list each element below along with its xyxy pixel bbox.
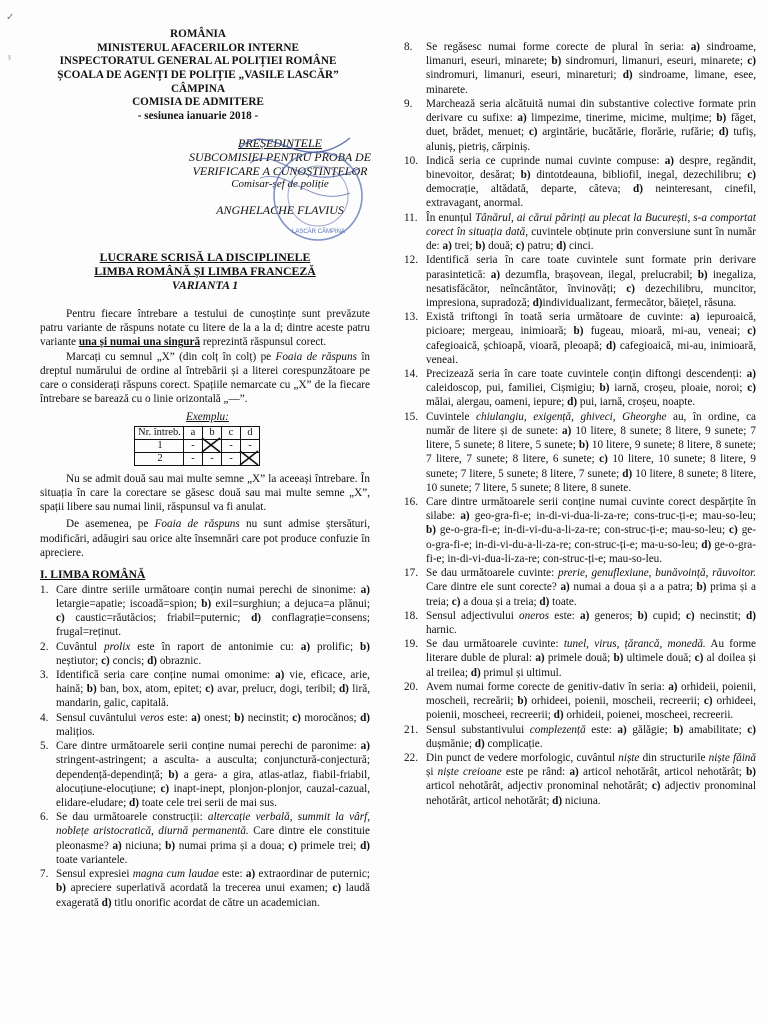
table-cell: - [222,439,241,452]
question-text: Din punct de vedere morfologic, cuvântul niște din structurile niște făină și niște creioane este pe rând: a) articol nehotărât, articol nehotărât; b) articol nehotărât, adjectiv pronominal nehotărât; c) adjectiv pronominal nehotărât, articol nehotărât; d) niciuna. [426,751,757,807]
question-number: 11. [404,211,418,224]
question-text: Se dau următoarele cuvinte: prerie, genuflexiune, bunăvoință, răuvoitor. Care dintre ele sunt corecte? a) numai a doua și a a patra; b) prima și a treia; c) a doua și a treia; d) toate. [426,567,756,608]
question-number: 14. [404,368,418,381]
section-title: I. LIMBA ROMÂNĂ [40,567,146,581]
text: nu sunt admise ștersături, modificări, adăugiri sau orice alte însemnări care pot produce confuzie în apreciere. [40,518,370,559]
question-item [404,609,756,637]
question-item [404,310,756,367]
question-number: 21. [404,723,418,736]
table-cell: - [184,439,203,452]
question-number: 15. [404,410,418,423]
text: Marcați cu semnul „X” (din colț în colț) pe [66,350,276,363]
question-text: Indică seria ce cuprinde numai cuvinte compuse: a) despre, regăndit, binevoitor, desărat; b) dintotdeauna, bibliofil, inegal, dezechilibru; c) democrație, altădată, departe, câteva; d) neinteresant, cinefil, extravagant, anormal. [426,154,756,210]
question-text: Identifică seria în care toate cuvintele sunt formate prin derivare parasintetică: a) dezumfla, brașovean, ilegal, prelucrabil; b) inegaliza, nesatisfăcător, neîncântător, învinovăți; c) dezechilibru, muncitor, impresiona, supradoză; d)individualizant, fermecător, băiețel, răsuna. [426,254,756,309]
x-mark-icon [201,437,221,453]
text: reprezintă răspunsul corect. [200,336,327,349]
signature-rank: Comisar-șef de poliție [231,178,329,191]
question-number: 2. [40,640,49,653]
question-text: Care dintre seriile următoare conțin numai perechi de sinonime: a) letargie=apatie; iscoadă=spion; b) exil=surghiun; a dejuca=a plănui; c) caustic=răutăcios; friabil=puternic; d) conflagrație=consens; frugal=reținut. [56,583,371,639]
table-row [135,452,260,465]
left-column [40,0,370,910]
question-item [404,566,756,609]
question-number: 7. [40,868,49,881]
header-line: MINISTERUL AFACERILOR INTERNE [97,41,299,54]
question-number: 1. [40,583,49,596]
instruction-paragraph [40,517,370,560]
question-item [404,495,756,566]
question-item [404,410,756,495]
text: De asemenea, pe [66,518,155,531]
signature-block [160,136,400,218]
stamp-text: LASCĂR CÂMPINA [292,229,346,235]
question-item [404,211,756,254]
question-item [40,583,370,640]
instruction-paragraph: Nu se admit două sau mai multe semne „X” la aceeași întrebare. În situația în care la corectare se găsesc două sau mai multe semne „X”, spații libere sau numai linii, răspunsul va fi anulat. [40,472,370,514]
table-header-cell: Nr. întreb. [135,426,184,439]
question-number: 9. [404,97,413,110]
question-item [40,810,370,867]
question-item [404,40,756,97]
example-label: Exemplu: [186,411,229,424]
question-item [40,640,370,668]
question-list-right [404,40,756,808]
instruction-paragraph [40,350,370,407]
table-cell: 2 [135,452,184,465]
table-cell: 1 [135,439,184,452]
table-header-cell: c [222,426,241,439]
right-column [404,0,756,808]
question-item [40,867,370,910]
table-header-row [135,426,260,439]
example-table [134,426,260,466]
question-text: Sensul substantivului complezență este: a) gălăgie; b) amabilitate; c) dușmănie; d) complicație. [426,723,756,750]
question-number: 4. [40,711,49,724]
emphasis: Foaia de răspuns [275,350,357,363]
question-number: 22. [404,751,418,764]
question-item [40,711,370,739]
question-text: Sensul cuvântului veros este: a) onest; b) necinstit; c) morocănos; d) malițios. [56,711,371,738]
table-header-cell: d [241,426,260,439]
margin-mark-2: ș [8,52,12,61]
header-line: INSPECTORATUL GENERAL AL POLIȚIEI ROMÂNE [59,55,337,68]
question-text: Se dau următoarele construcții: altercație verbală, summit la vârf, noblețe aristocratică, diurnă permanentă. Care dintre ele constituie pleonasme? a) niciuna; b) numai prima și a doua; c) primele trei; d) toate variantele. [56,811,371,866]
instructions [40,307,370,560]
header-line: - sesiunea ianuarie 2018 - [137,109,259,122]
emphasis: Foaia de răspuns [154,518,240,531]
title-line: LUCRARE SCRISĂ LA DISCIPLINELE [99,250,311,265]
instruction-paragraph [40,307,370,350]
header-line: ȘCOALA DE AGENȚI DE POLIȚIE „VASILE LASCĂR” [57,68,339,81]
question-number: 20. [404,680,418,693]
question-number: 5. [40,740,49,753]
signature-line: PREȘEDINTELE [238,135,322,150]
signature-name: ANGHELACHE FLAVIUS [216,203,344,218]
question-text: Se regăsesc numai forme corecte de plural în seria: a) sindroame, limanuri, eseuri, minarete; b) sindromuri, limanuri, eseuri, minarete; c) sindromuri, limanuri, eseuri, minareturi; d) sindroame, limane, eseе, minarete. [426,41,757,96]
question-text: Cuvântul prolix este în raport de antonimie cu: a) prolific; b) neștiutor; c) concis; d) obraznic. [56,640,370,667]
question-text: Există triftongi în toată seria următoare de cuvinte: a) iepuroaică, picioare; mergeau, inimioară; b) fugeau, mioară, mi-au, veneai; c) cafegioaică, șchioapă, vioară, pleoapă; d) cafegioaică, mi-au, inimioară, veneai. [426,311,756,366]
question-item [404,723,756,751]
question-text: Sensul adjectivului oneros este: a) generos; b) cupid; c) necinstit; d) harnic. [426,609,756,636]
table-cell: - [203,452,222,465]
table-header-cell: b [203,426,222,439]
signature-line: VERIFICARE A CUNOȘTINȚELOR [192,163,368,178]
header-line: ROMÂNIA [170,28,226,40]
table-header-cell: a [184,426,203,439]
question-item [404,680,756,723]
table-cell: - [222,452,241,465]
question-number: 3. [40,669,49,681]
question-text: Avem numai forme corecte de genitiv-dativ în seria: a) orhideii, poienii, moscheii, recreării; b) orhideei, poienii, moscheii, recreerii; c) orhideei, poienii, moscheei, recreerii; d) orhideii, poienei, moscheei, recreerii. [426,680,756,722]
question-text: Care dintre următoarele serii conține numai perechi de paronime: a) stringent-astringent; a asculta- a ausculta; conjunctură-conjectură; dependență-dependință; b) a gera- a gira, atlas-atlaz, fiabil-friabil, alocuțiune-elocuțiune; c) inapt-inept, plonjon-plonjor, cauzal-cazual, elidare-eludare; d) toate cele trei serii de mai sus. [56,740,370,809]
question-list-left [40,583,370,910]
question-number: 17. [404,567,418,580]
question-item [404,154,756,211]
header-line: CÂMPINA [170,82,226,95]
document-title [40,251,370,293]
question-item [404,97,756,154]
emphasis: una și numai una singură [78,336,201,349]
x-mark-icon [239,450,259,466]
question-item [404,751,756,808]
question-item [40,739,370,810]
question-text: Cuvintele chiulangiu, exigență, ghiveci, Gheorghe au, în ordine, ca număr de litere și de sunete: a) 10 litere, 8 sunete; 8 litere, 9 sunete; 7 litere, 5 sunete; 8 litere, 5 sunete; b) 10 litere, 9 sunete; 8 litere, 8 sunete; 7 litere, 7 sunete; 8 litere, 6 sunete; c) 10 litere, 10 sunete; 8 litere, 9 sunete; 7 litere, 5 sunete; 8 litere, 7 sunete; d) 10 litere, 8 sunete; 8 litere, 10 sunete; 7 litere, 5 sunete; 8 litere, 8 sunete. [426,410,757,494]
x-mark-cell [241,452,260,465]
text: Pentru fiecare întrebare a testului de cunoștințe sunt prevăzute patru variante de răspuns notate cu litere de la a la d; dintre aceste patru variante [40,307,370,349]
header-line: COMISIA DE ADMITERE [132,96,264,109]
question-text: Marchează seria alcătuită numai din substantive colective formate prin derivare cu sufixe: a) limpezime, tinerime, micime, mulțime; b) făget, duet, brădet, menuet; c) argintărie, bucătărie, florărie, rufărie; d) tufiș, aluniș, pietriș, cărpiniș. [426,97,756,153]
question-text: Se dau următoarele cuvinte: tunel, virus, țărancă, monedă. Au forme literare duble de plural: a) primele două; b) ultimele două; c) al doilea și al treilea; d) primul și ultimul. [426,638,757,679]
question-item [404,367,756,410]
margin-mark: ✓ [6,12,15,23]
table-cell: - [241,439,260,452]
question-number: 19. [404,638,418,651]
institution-header [26,28,370,124]
question-text: În enunțul Tânărul, ai cărui părinți au plecat la București, s-a comportat corect în situația dată, cuvintele obținute prin conversiune sunt în număr de: a) trei; b) două; c) patru; d) cinci. [426,211,756,253]
table-cell: - [184,452,203,465]
question-text: Care dintre următoarele serii conține numai cuvinte corect despărțite în silabe: a) geo-gra-fi-e; in-di-vi-dua-li-za-re; cons-truc-ți-e; mau-so-leu; b) ge-o-gra-fi-e; in-di-vi-du-a-li-za-re; con-struc-ți-e; mau-so-leu; c) ge-o-gra-fi-e; in-di-vi-du-a-li-za-re; con-struc-ți-e; ma-u-so-leu; d) ge-o-gra-fi-e; in-di-vi-dua-li-za-re; con-struc-ți-e; mau-so-leu. [426,496,756,565]
x-mark-cell [203,439,222,452]
signature-line: SUBCOMISIEI PENTRU PROBA DE [188,149,372,164]
question-number: 10. [404,154,418,167]
title-line: LIMBA ROMÂNĂ ȘI LIMBA FRANCEZĂ [94,264,316,279]
question-text: Precizează seria în care toate cuvintele conțin diftongi descendenți: a) caleidoscop, pui, familiei, Cișmigiu; b) iarnă, croșeu, ploaie, noroi; c) mălai, alergau, oameni, iepure; d) pui, iarnă, croșeu, noapte. [426,368,756,409]
question-text: Sensul expresiei magna cum laudae este: a) extraordinar de puternic; b) apreciere superlativă acordată la trecerea unui examen; c) laudă exagerată d) titlu onorific acordat de către un academician. [56,868,370,909]
question-number: 6. [40,811,49,824]
question-number: 16. [404,496,418,508]
text: în dreptul numărului de ordine al întrebării și a literei corespunzătoare pe care o considerați răspuns corect. Spațiile nemarcate cu „X” de la fiecare întrebare se barează cu o linie orizontală „—”. [40,350,371,406]
question-item [40,668,370,711]
variant-label: VARIANTA 1 [171,278,239,292]
question-number: 12. [404,254,418,267]
question-item [404,253,756,310]
question-item [404,637,756,680]
question-number: 13. [404,311,418,324]
question-number: 18. [404,609,418,622]
question-text: Identifică seria care conține numai omonime: a) vie, eficace, arie, haină; b) ban, box, atom, epitet; c) avar, prelucr, dogi, teribil; d) liră, mandarin, galic, capitală. [56,669,370,710]
question-number: 8. [404,41,413,53]
